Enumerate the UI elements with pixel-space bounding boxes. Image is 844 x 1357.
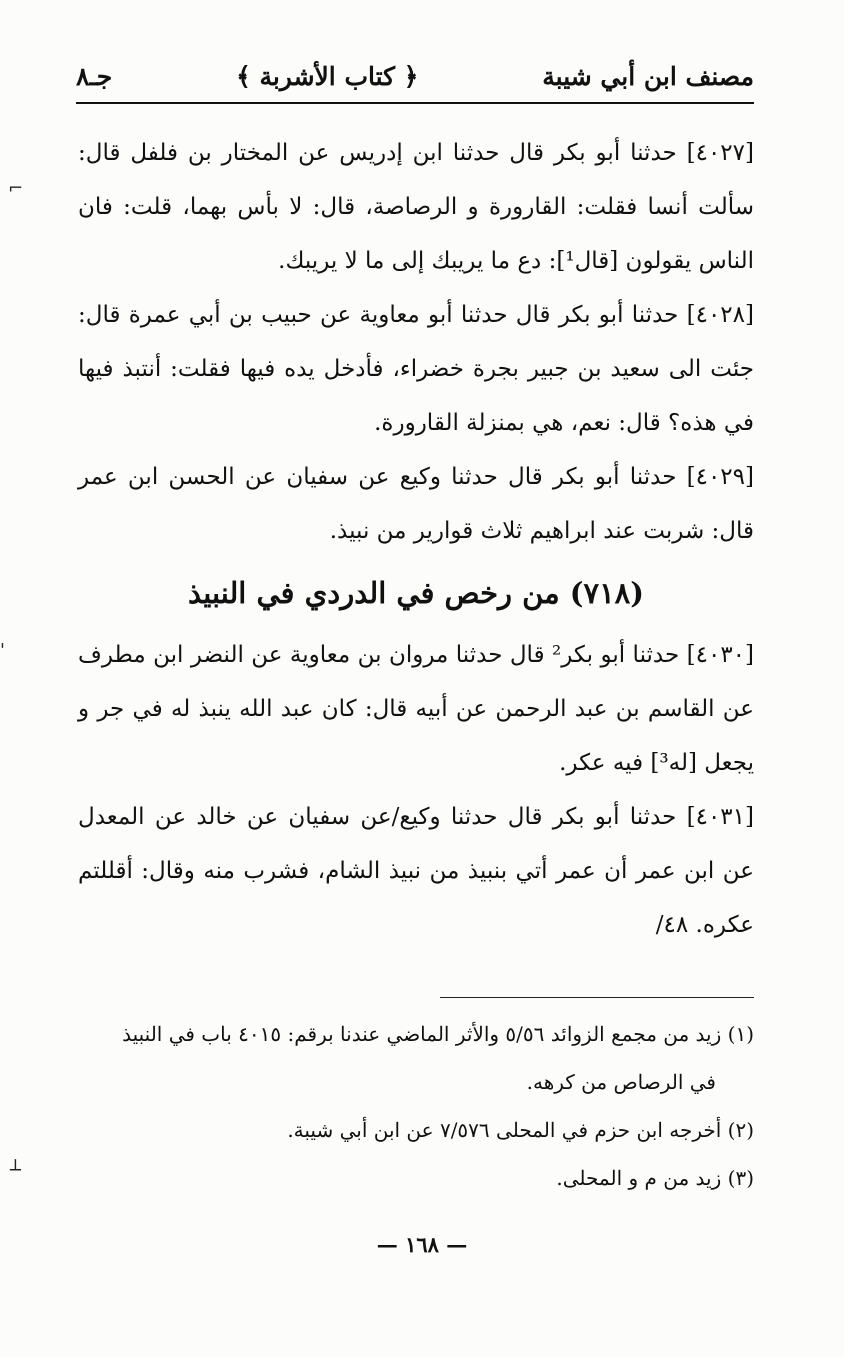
- binding-mark: ⌐: [8, 178, 24, 199]
- binding-mark: ': [0, 640, 5, 661]
- footnotes: [78, 1010, 754, 1202]
- margin-page-note: ٤٨/: [655, 912, 689, 938]
- binding-mark: ┴: [10, 1160, 21, 1181]
- hadith-4030: [٤٠٣٠] حدثنا أبو بكر² قال حدثنا مروان بن معاوية عن النضر ابن مطرف عن القاسم بن عبد الرحمن عن أبيه قال: كان عبد الله ينبذ له في جر و يجعل [له³] فيه عكر.: [78, 642, 755, 776]
- page-number: — ١٦٨ —: [376, 1232, 468, 1257]
- footnote-1-continuation: في الرصاص من كرهه.: [526, 1070, 716, 1094]
- footnote-separator: [440, 997, 754, 998]
- chapter-title: ﴿ كتاب الأشربة ﴾: [236, 61, 419, 91]
- footnote-2: (٢) أخرجه ابن حزم في المحلى ٧/٥٧٦ عن ابن أبي شيبة.: [287, 1118, 754, 1142]
- volume-number: جـ٨: [76, 61, 113, 91]
- hadith-4027: [٤٠٢٧] حدثنا أبو بكر قال حدثنا ابن إدريس عن المختار بن فلفل قال: سألت أنسا فقلت: القارورة و الرصاصة، قال: لا بأس بهما، قلت: فان الناس يقولون [قال¹]: دع ما يريبك إلى ما لا يريبك.: [78, 140, 754, 274]
- footnote-1: (١) زيد من مجمع الزوائد ٥/٥٦ والأثر الماضي عندنا برقم: ٤٠١٥ باب في النبيذ: [122, 1022, 754, 1046]
- page-body: [78, 126, 754, 952]
- book-title: مصنف ابن أبي شيبة: [542, 61, 754, 91]
- footnote-3: (٣) زيد من م و المحلى.: [556, 1166, 754, 1190]
- section-heading: (٧١٨) من رخص في الدردي في النبيذ: [187, 576, 644, 610]
- hadith-4031: [78, 790, 754, 952]
- hadith-4031-text: [٤٠٣١] حدثنا أبو بكر قال حدثنا وكيع/عن سفيان عن خالد عن المعدل عن ابن عمر أن عمر أتي بنبيذ من نبيذ الشام، فشرب منه وقال: أقللتم عكره.: [78, 804, 754, 938]
- hadith-4029: [٤٠٢٩] حدثنا أبو بكر قال حدثنا وكيع عن سفيان عن الحسن ابن عمر قال: شربت عند ابراهيم ثلاث قوارير من نبيذ.: [78, 464, 754, 544]
- hadith-4028: [٤٠٢٨] حدثنا أبو بكر قال حدثنا أبو معاوية عن حبيب بن أبي عمرة قال: جئت الى سعيد بن جبير بجرة خضراء، فأدخل يده فيها فقلت: أنتبذ فيها في هذه؟ قال: نعم، هي بمنزلة القارورة.: [78, 302, 754, 436]
- page-header: [76, 50, 754, 104]
